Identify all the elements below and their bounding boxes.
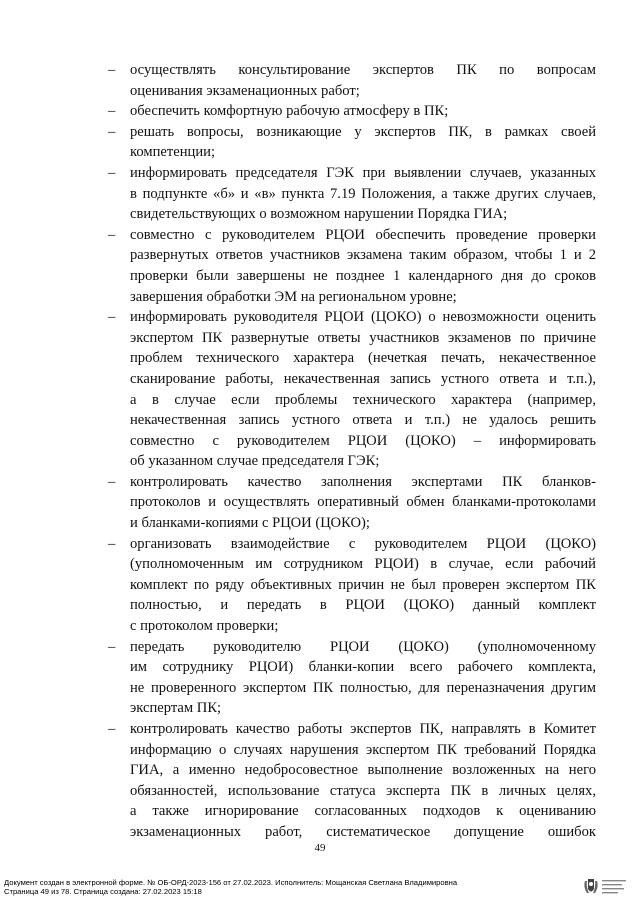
text-line: контролировать качество работы экспертов ПК, направлять в Комитет: [130, 721, 596, 737]
text-line: проблем технического характера (нечеткая печать, некачественное: [130, 350, 596, 367]
text-line: (уполномоченным им сотрудником РЦОИ) в случае, если рабочий: [130, 556, 596, 573]
text-line: компетенции;: [130, 144, 216, 161]
list-item: [108, 534, 596, 637]
list-item-text: [130, 60, 596, 101]
list-dash: –: [108, 638, 116, 655]
list-item-text: [130, 637, 596, 719]
document-footer: [4, 878, 564, 896]
coat-of-arms-icon: [582, 875, 632, 901]
list-item: [108, 225, 596, 307]
list-item-text: [130, 719, 596, 843]
text-line: информировать председателя ГЭК при выявлении случаев, указанных: [130, 164, 596, 181]
text-line: осуществлять консультирование экспертов ПК по вопросам: [130, 62, 596, 78]
footer-line-2: Страница 49 из 78. Страница создана: 27.02.2023 15:18: [4, 887, 202, 896]
text-line: оценивания экзаменационных работ;: [130, 82, 360, 99]
text-line: а также игнорирование согласованных подходов к оцениванию: [130, 803, 596, 820]
list-item-text: [130, 225, 596, 307]
text-line: и бланками-копиями с РЦОИ (ЦОКО);: [130, 515, 370, 532]
list-item-text: [130, 163, 596, 225]
list-dash: –: [108, 721, 116, 737]
list-dash: –: [108, 535, 116, 552]
text-line: свидетельствующих о возможном нарушении Порядка ГИА;: [130, 206, 508, 223]
list-item-text: [130, 534, 596, 637]
list-dash: –: [108, 62, 116, 78]
text-line: завершения обработки ЭМ на региональном уровне;: [130, 288, 457, 305]
text-line: совместно с руководителем РЦОИ обеспечить проведение проверки: [130, 226, 596, 243]
list-dash: –: [108, 309, 116, 326]
list-item: [108, 60, 596, 101]
text-line: проверки были завершены не позднее 1 календарного дня до сроков: [130, 267, 596, 284]
list-item-text: [130, 122, 596, 163]
list-item-text: [130, 472, 596, 534]
list-dash: –: [108, 123, 116, 140]
text-line: об указанном случае председателя ГЭК;: [130, 453, 380, 470]
list-dash: –: [108, 473, 116, 490]
list-dash: –: [108, 103, 116, 120]
text-line: контролировать качество заполнения экспертами ПК бланков-: [130, 473, 596, 490]
text-line: передать руководителю РЦОИ (ЦОКО) (уполномоченному: [130, 638, 596, 655]
text-line: обеспечить комфортную рабочую атмосферу в ПК;: [130, 103, 449, 120]
text-line: экспертам ПК;: [130, 700, 222, 717]
text-line: сканирование работы, некачественная запись устного ответа и т.п.),: [130, 370, 596, 387]
list-item: [108, 719, 596, 843]
text-line: обязанностей, использование статуса эксперта ПК в личных целях,: [130, 782, 596, 799]
list-item-text: [130, 307, 596, 472]
text-line: развернутых ответов участников экзамена таким образом, чтобы 1 и 2: [130, 247, 596, 264]
text-line: а в случае если проблемы технического характера (например,: [130, 391, 596, 408]
page-number: 49: [314, 842, 326, 854]
text-line: протоколов и осуществлять оперативный обмен бланками-протоколами: [130, 494, 596, 511]
text-line: комплект по ряду объективных причин не был проверен экспертом ПК: [130, 576, 596, 593]
list-dash: –: [108, 226, 116, 243]
text-line: им сотруднику РЦОИ) бланки-копии всего рабочего комплекта,: [130, 659, 596, 676]
text-line: решать вопросы, возникающие у экспертов ПК, в рамках своей: [130, 123, 596, 140]
text-line: в подпункте «б» и «в» пункта 7.19 Положения, а также других случаев,: [130, 185, 596, 202]
text-line: организовать взаимодействие с руководителем РЦОИ (ЦОКО): [130, 535, 596, 552]
list-item: [108, 163, 596, 225]
list-item: [108, 637, 596, 719]
text-line: экспертом ПК развернутые ответы участников экзаменов по причине: [130, 329, 596, 346]
duties-list: [108, 60, 596, 843]
text-line: информацию о случаях нарушения экспертом ПК требований Порядка: [130, 741, 596, 758]
list-item: [108, 472, 596, 534]
list-item: [108, 307, 596, 472]
list-item: [108, 101, 596, 122]
list-item-text: [130, 101, 596, 122]
list-item: [108, 122, 596, 163]
text-line: некачественная запись устного ответа и т.п.) не удалось решить: [130, 412, 596, 429]
text-line: с протоколом проверки;: [130, 618, 279, 635]
text-line: ГИА, а именно недобросовестное выполнение возложенных на него: [130, 762, 596, 779]
text-line: информировать руководителя РЦОИ (ЦОКО) о невозможности оценить: [130, 309, 596, 326]
text-line: экзаменационных работ, систематическое допущение ошибок: [130, 823, 596, 840]
footer-line-1: Документ создан в электронной форме. № ОБ-ОРД-2023-156 от 27.02.2023. Исполнитель: Мощанская Светлана Владимировна: [4, 878, 458, 887]
text-line: не проверенного экспертом ПК полностью, для переназначения другим: [130, 679, 596, 696]
list-dash: –: [108, 164, 116, 181]
text-line: полностью, и передать в РЦОИ (ЦОКО) данный комплект: [130, 597, 596, 614]
text-line: совместно с руководителем РЦОИ (ЦОКО) – информировать: [130, 432, 596, 449]
